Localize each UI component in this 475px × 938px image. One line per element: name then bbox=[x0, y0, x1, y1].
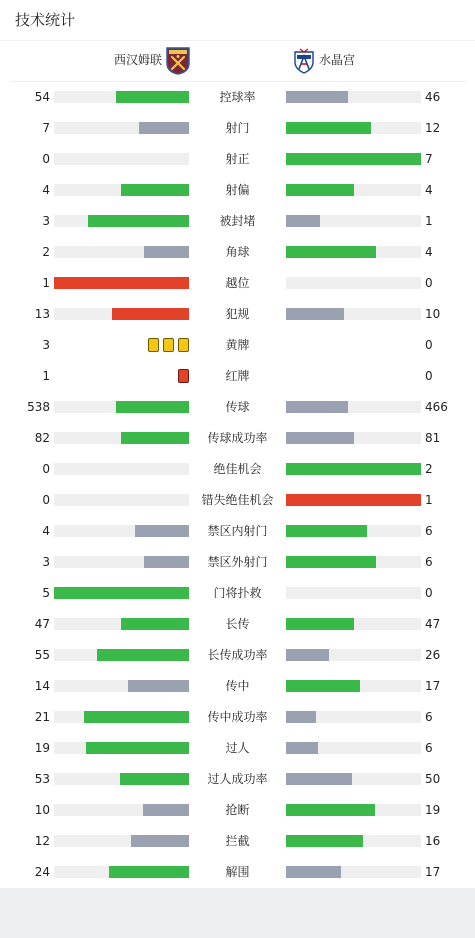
home-value: 19 bbox=[34, 741, 50, 755]
away-bar bbox=[286, 556, 376, 568]
home-bar-track bbox=[54, 773, 189, 785]
stat-label: 被封堵 bbox=[219, 214, 256, 228]
stat-row bbox=[0, 453, 475, 484]
home-bar bbox=[135, 525, 189, 537]
home-bar bbox=[143, 804, 189, 816]
home-bar-track bbox=[54, 401, 189, 413]
home-bar-track bbox=[54, 184, 189, 196]
stat-label: 控球率 bbox=[219, 90, 256, 104]
stat-label: 禁区内射门 bbox=[207, 524, 268, 538]
home-value: 5 bbox=[42, 586, 50, 600]
stat-row bbox=[0, 515, 475, 546]
crystal-palace-crest-icon bbox=[291, 47, 317, 75]
away-bar-track bbox=[286, 401, 421, 413]
home-bar-track bbox=[54, 835, 189, 847]
away-bar bbox=[286, 494, 421, 506]
stat-row bbox=[0, 422, 475, 453]
away-bar-track bbox=[286, 556, 421, 568]
home-bar-track bbox=[54, 618, 189, 630]
stat-label: 抢断 bbox=[225, 803, 250, 817]
home-value: 14 bbox=[34, 679, 50, 693]
away-value: 2 bbox=[425, 462, 433, 476]
away-bar-track bbox=[286, 742, 421, 754]
away-bar-track bbox=[286, 618, 421, 630]
away-bar bbox=[286, 215, 320, 227]
stat-row bbox=[0, 732, 475, 763]
stat-row bbox=[0, 608, 475, 639]
home-bar-track bbox=[54, 91, 189, 103]
home-bar bbox=[131, 835, 189, 847]
away-bar bbox=[286, 153, 421, 165]
stat-label: 射正 bbox=[225, 152, 250, 166]
stat-row bbox=[0, 763, 475, 794]
stat-row bbox=[0, 825, 475, 856]
home-bar bbox=[97, 649, 189, 661]
home-bar bbox=[84, 711, 189, 723]
home-bar bbox=[54, 277, 189, 289]
stat-row bbox=[0, 267, 475, 298]
stat-row bbox=[0, 546, 475, 577]
away-value: 7 bbox=[425, 152, 433, 166]
home-bar-track bbox=[54, 556, 189, 568]
away-bar-track bbox=[286, 649, 421, 661]
away-bar bbox=[286, 773, 352, 785]
home-bar-track bbox=[54, 308, 189, 320]
away-bar bbox=[286, 122, 371, 134]
home-value: 82 bbox=[34, 431, 50, 445]
away-bar-track bbox=[286, 246, 421, 258]
home-cards bbox=[148, 338, 189, 352]
home-bar-track bbox=[54, 215, 189, 227]
home-bar bbox=[88, 215, 189, 227]
home-bar bbox=[54, 587, 189, 599]
stat-label: 射偏 bbox=[225, 183, 250, 197]
home-value: 13 bbox=[34, 307, 50, 321]
away-value: 1 bbox=[425, 214, 433, 228]
stat-label: 射门 bbox=[225, 121, 250, 135]
stat-row bbox=[0, 81, 475, 112]
yellow-card-icon bbox=[163, 338, 174, 352]
home-bar-track bbox=[54, 525, 189, 537]
stat-row bbox=[0, 701, 475, 732]
away-value: 12 bbox=[425, 121, 441, 135]
stat-label: 解围 bbox=[225, 865, 250, 879]
home-team-name: 西汉姆联 bbox=[113, 53, 162, 67]
away-bar bbox=[286, 866, 341, 878]
away-bar-track bbox=[286, 277, 421, 289]
away-bar-track bbox=[286, 463, 421, 475]
home-bar bbox=[121, 432, 189, 444]
away-value: 6 bbox=[425, 710, 433, 724]
stat-label: 传球 bbox=[225, 400, 250, 414]
home-value: 3 bbox=[42, 338, 50, 352]
home-bar bbox=[112, 308, 189, 320]
stat-label: 门将扑救 bbox=[213, 586, 262, 600]
stat-row bbox=[0, 794, 475, 825]
away-bar-track bbox=[286, 153, 421, 165]
home-value: 0 bbox=[42, 462, 50, 476]
stat-row bbox=[0, 329, 475, 360]
home-bar-track bbox=[54, 494, 189, 506]
home-value: 55 bbox=[34, 648, 50, 662]
stat-label: 传球成功率 bbox=[207, 431, 268, 445]
away-bar bbox=[286, 711, 316, 723]
stat-row bbox=[0, 360, 475, 391]
home-bar bbox=[121, 618, 189, 630]
stat-row bbox=[0, 205, 475, 236]
stat-label: 传中 bbox=[225, 679, 250, 693]
away-value: 6 bbox=[425, 741, 433, 755]
divider bbox=[0, 40, 475, 41]
home-value: 21 bbox=[34, 710, 50, 724]
home-value: 54 bbox=[34, 90, 50, 104]
away-value: 6 bbox=[425, 524, 433, 538]
away-bar bbox=[286, 432, 354, 444]
yellow-card-icon bbox=[178, 338, 189, 352]
home-bar-track bbox=[54, 866, 189, 878]
home-value: 0 bbox=[42, 493, 50, 507]
away-value: 6 bbox=[425, 555, 433, 569]
away-bar bbox=[286, 463, 421, 475]
away-value: 4 bbox=[425, 245, 433, 259]
away-bar-track bbox=[286, 525, 421, 537]
stat-label: 绝佳机会 bbox=[213, 462, 262, 476]
home-bar-track bbox=[54, 463, 189, 475]
stat-label: 长传 bbox=[225, 617, 250, 631]
stat-label: 过人成功率 bbox=[207, 772, 268, 786]
home-bar bbox=[144, 556, 189, 568]
away-value: 17 bbox=[425, 679, 441, 693]
stat-row bbox=[0, 670, 475, 701]
home-value: 3 bbox=[42, 555, 50, 569]
away-value: 16 bbox=[425, 834, 441, 848]
away-bar-track bbox=[286, 494, 421, 506]
home-bar-track bbox=[54, 122, 189, 134]
west-ham-crest-icon bbox=[165, 47, 191, 75]
stat-row bbox=[0, 856, 475, 887]
stat-row bbox=[0, 143, 475, 174]
home-value: 10 bbox=[34, 803, 50, 817]
away-bar-track bbox=[286, 122, 421, 134]
away-bar-track bbox=[286, 432, 421, 444]
stat-label: 红牌 bbox=[225, 369, 250, 383]
home-value: 24 bbox=[34, 865, 50, 879]
home-bar bbox=[128, 680, 189, 692]
away-bar-track bbox=[286, 215, 421, 227]
away-bar bbox=[286, 401, 348, 413]
away-value: 19 bbox=[425, 803, 441, 817]
home-bar bbox=[139, 122, 189, 134]
away-bar-track bbox=[286, 711, 421, 723]
home-bar bbox=[144, 246, 189, 258]
stat-label: 角球 bbox=[225, 245, 250, 259]
away-bar-track bbox=[286, 587, 421, 599]
yellow-card-icon bbox=[148, 338, 159, 352]
away-value: 0 bbox=[425, 586, 433, 600]
away-value: 46 bbox=[425, 90, 441, 104]
stat-label: 传中成功率 bbox=[207, 710, 268, 724]
home-bar bbox=[109, 866, 189, 878]
red-card-icon bbox=[178, 369, 189, 383]
away-value: 50 bbox=[425, 772, 441, 786]
away-bar bbox=[286, 308, 344, 320]
stat-label: 犯规 bbox=[225, 307, 250, 321]
home-value: 3 bbox=[42, 214, 50, 228]
home-value: 4 bbox=[42, 183, 50, 197]
away-bar-track bbox=[286, 773, 421, 785]
home-bar bbox=[86, 742, 189, 754]
away-bar bbox=[286, 649, 329, 661]
stat-label: 错失绝佳机会 bbox=[201, 493, 274, 507]
home-value: 1 bbox=[42, 369, 50, 383]
away-bar-track bbox=[286, 308, 421, 320]
stat-row bbox=[0, 577, 475, 608]
home-value: 47 bbox=[34, 617, 50, 631]
page-title: 技术统计 bbox=[15, 11, 76, 29]
away-bar bbox=[286, 246, 376, 258]
away-value: 466 bbox=[425, 400, 448, 414]
away-value: 10 bbox=[425, 307, 441, 321]
home-value: 2 bbox=[42, 245, 50, 259]
home-bar-track bbox=[54, 742, 189, 754]
away-bar-track bbox=[286, 866, 421, 878]
stat-row bbox=[0, 112, 475, 143]
stat-label: 黄牌 bbox=[225, 338, 250, 352]
away-bar-track bbox=[286, 680, 421, 692]
away-bar bbox=[286, 804, 375, 816]
away-bar-track bbox=[286, 804, 421, 816]
away-bar bbox=[286, 680, 360, 692]
stat-label: 过人 bbox=[225, 741, 250, 755]
home-bar-track bbox=[54, 680, 189, 692]
away-value: 4 bbox=[425, 183, 433, 197]
away-value: 0 bbox=[425, 338, 433, 352]
stat-row bbox=[0, 236, 475, 267]
home-bar-track bbox=[54, 711, 189, 723]
home-bar-track bbox=[54, 587, 189, 599]
home-bar-track bbox=[54, 432, 189, 444]
home-value: 53 bbox=[34, 772, 50, 786]
stat-label: 长传成功率 bbox=[207, 648, 268, 662]
stat-label: 越位 bbox=[225, 276, 250, 290]
stat-row bbox=[0, 484, 475, 515]
home-bar-track bbox=[54, 804, 189, 816]
away-value: 26 bbox=[425, 648, 441, 662]
away-bar bbox=[286, 184, 354, 196]
home-bar bbox=[116, 91, 189, 103]
home-bar bbox=[120, 773, 189, 785]
home-bar-track bbox=[54, 153, 189, 165]
stat-label: 拦截 bbox=[225, 834, 250, 848]
home-cards bbox=[178, 369, 189, 383]
home-value: 12 bbox=[34, 834, 50, 848]
home-value: 538 bbox=[27, 400, 50, 414]
home-bar-track bbox=[54, 649, 189, 661]
away-value: 1 bbox=[425, 493, 433, 507]
away-bar bbox=[286, 618, 354, 630]
away-bar-track bbox=[286, 835, 421, 847]
away-value: 0 bbox=[425, 369, 433, 383]
stat-row bbox=[0, 391, 475, 422]
away-value: 0 bbox=[425, 276, 433, 290]
away-bar-track bbox=[286, 91, 421, 103]
away-bar bbox=[286, 91, 348, 103]
away-bar bbox=[286, 835, 363, 847]
stat-label: 禁区外射门 bbox=[207, 555, 268, 569]
home-value: 7 bbox=[42, 121, 50, 135]
stat-row bbox=[0, 639, 475, 670]
away-bar-track bbox=[286, 184, 421, 196]
away-team-name: 水晶宫 bbox=[319, 53, 356, 67]
away-value: 17 bbox=[425, 865, 441, 879]
away-value: 47 bbox=[425, 617, 441, 631]
home-bar-track bbox=[54, 246, 189, 258]
home-bar bbox=[121, 184, 189, 196]
away-bar bbox=[286, 742, 318, 754]
away-bar bbox=[286, 525, 367, 537]
away-value: 81 bbox=[425, 431, 441, 445]
home-bar-track bbox=[54, 277, 189, 289]
home-value: 4 bbox=[42, 524, 50, 538]
home-value: 1 bbox=[42, 276, 50, 290]
home-value: 0 bbox=[42, 152, 50, 166]
stat-row bbox=[0, 174, 475, 205]
home-bar bbox=[116, 401, 189, 413]
stat-row bbox=[0, 298, 475, 329]
